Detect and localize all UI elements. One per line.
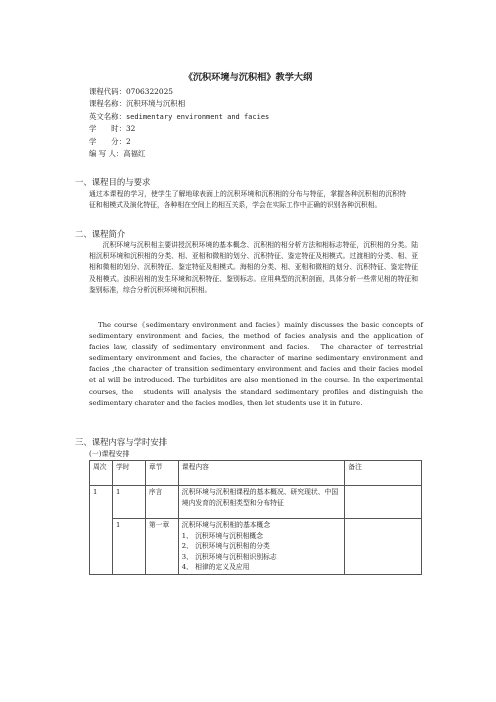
section-text-purpose: 通过本课程的学习，使学生了解地球表面上的沉积环境和沉积相的分布与特征，掌握各种沉积相的沉积特征和相模式及演化特征，各种相在空间上的相互关系，学会在实际工作中正确的识别各种沉积相。 [89, 190, 406, 210]
course-code: 课程代码：0706322025 [89, 87, 173, 96]
english-name-label: 英文名称： [89, 111, 126, 121]
cell-chapter: 序言 [145, 486, 178, 519]
schedule-subheading: (一)课程安排 [89, 450, 130, 458]
section-text-intro: 沉积环境与沉积相主要讲授沉积环境的基本概念、沉积相的相分析方法和相标志特征，沉积相的分类。陆相沉积环境和沉积相的分类、相、亚相和微相的划分、沉积特征、鉴定特征及相模式。过渡相的分类、相、亚相和微相的划分、沉积特征、鉴定特征及相模式。海相的分类、相、亚相和微相的划分、沉积特征、鉴定特征及相模式。浊积岩相的发生环境和沉积特征、鉴别标志。应用典型的沉积剖面，具体分析一些常见相的特征和鉴别标准，综合分析沉积环境和沉积相。 [89, 241, 418, 294]
header-remark: 备注 [345, 461, 422, 486]
header-content: 课程内容 [178, 461, 344, 486]
header-hours: 学时 [112, 461, 145, 486]
course-hours: 学 时：32 [89, 124, 136, 134]
cell-remark [345, 486, 422, 519]
table-row [90, 486, 422, 519]
cell-remark [345, 519, 422, 575]
cell-hours: 1 [112, 486, 145, 519]
document-title: 《沉积环境与沉积相》教学大纲 [183, 72, 313, 83]
cell-content: 沉积环境与沉积相课程的基本概况、研究现状、中国境内发育的沉积相类型和分布特征 [178, 486, 344, 519]
table-row [90, 519, 422, 575]
schedule-table [89, 460, 422, 575]
cell-chapter: 第一章 [145, 519, 178, 575]
course-name: 课程名称：沉积环境与沉积相 [89, 99, 186, 109]
header-week: 周次 [90, 461, 113, 486]
header-chapter: 章节 [145, 461, 178, 486]
course-credits: 学 分：2 [89, 136, 131, 146]
english-name [89, 111, 269, 123]
cell-week: 1 [90, 486, 113, 575]
section-text-intro-english: The course《sedimentary environment and facies》mainly discusses the basic concepts of sedimentary environment and facies, the method of facies analysis and the application of facies law, classify of sedimentary environment and facies. The character of terrestrial sedimentary environment and facies, the character of marine sedimentary environment and facies ,the character of transition sedimentary environment and facies and their facies model et al will be introduced. The turbidites are also mentioned in the course. In the experimental courses, the students will analysis the standard sedimentary profiles and distinguish the sedimentary charater and the facies modles, then let students use it in future. [89, 321, 423, 407]
english-name-value: sedimentary environment and facies [125, 112, 270, 121]
section-heading-schedule: 三、课程内容与学时安排 [75, 437, 168, 447]
section-heading-intro: 二、课程简介 [75, 229, 126, 239]
table-header-row [90, 461, 422, 486]
course-author: 编 写 人：高福红 [89, 149, 146, 159]
cell-content: 沉积环境与沉积相的基本概念 1、 沉积环境与沉积相概念 2、 沉积环境与沉积相的分类 3、 沉积环境与沉积相识别标志 4、 相律的定义及应用 [178, 519, 344, 575]
course-meta [89, 86, 269, 160]
section-heading-purpose: 一、课程目的与要求 [75, 177, 151, 187]
cell-hours: 1 [112, 519, 145, 575]
